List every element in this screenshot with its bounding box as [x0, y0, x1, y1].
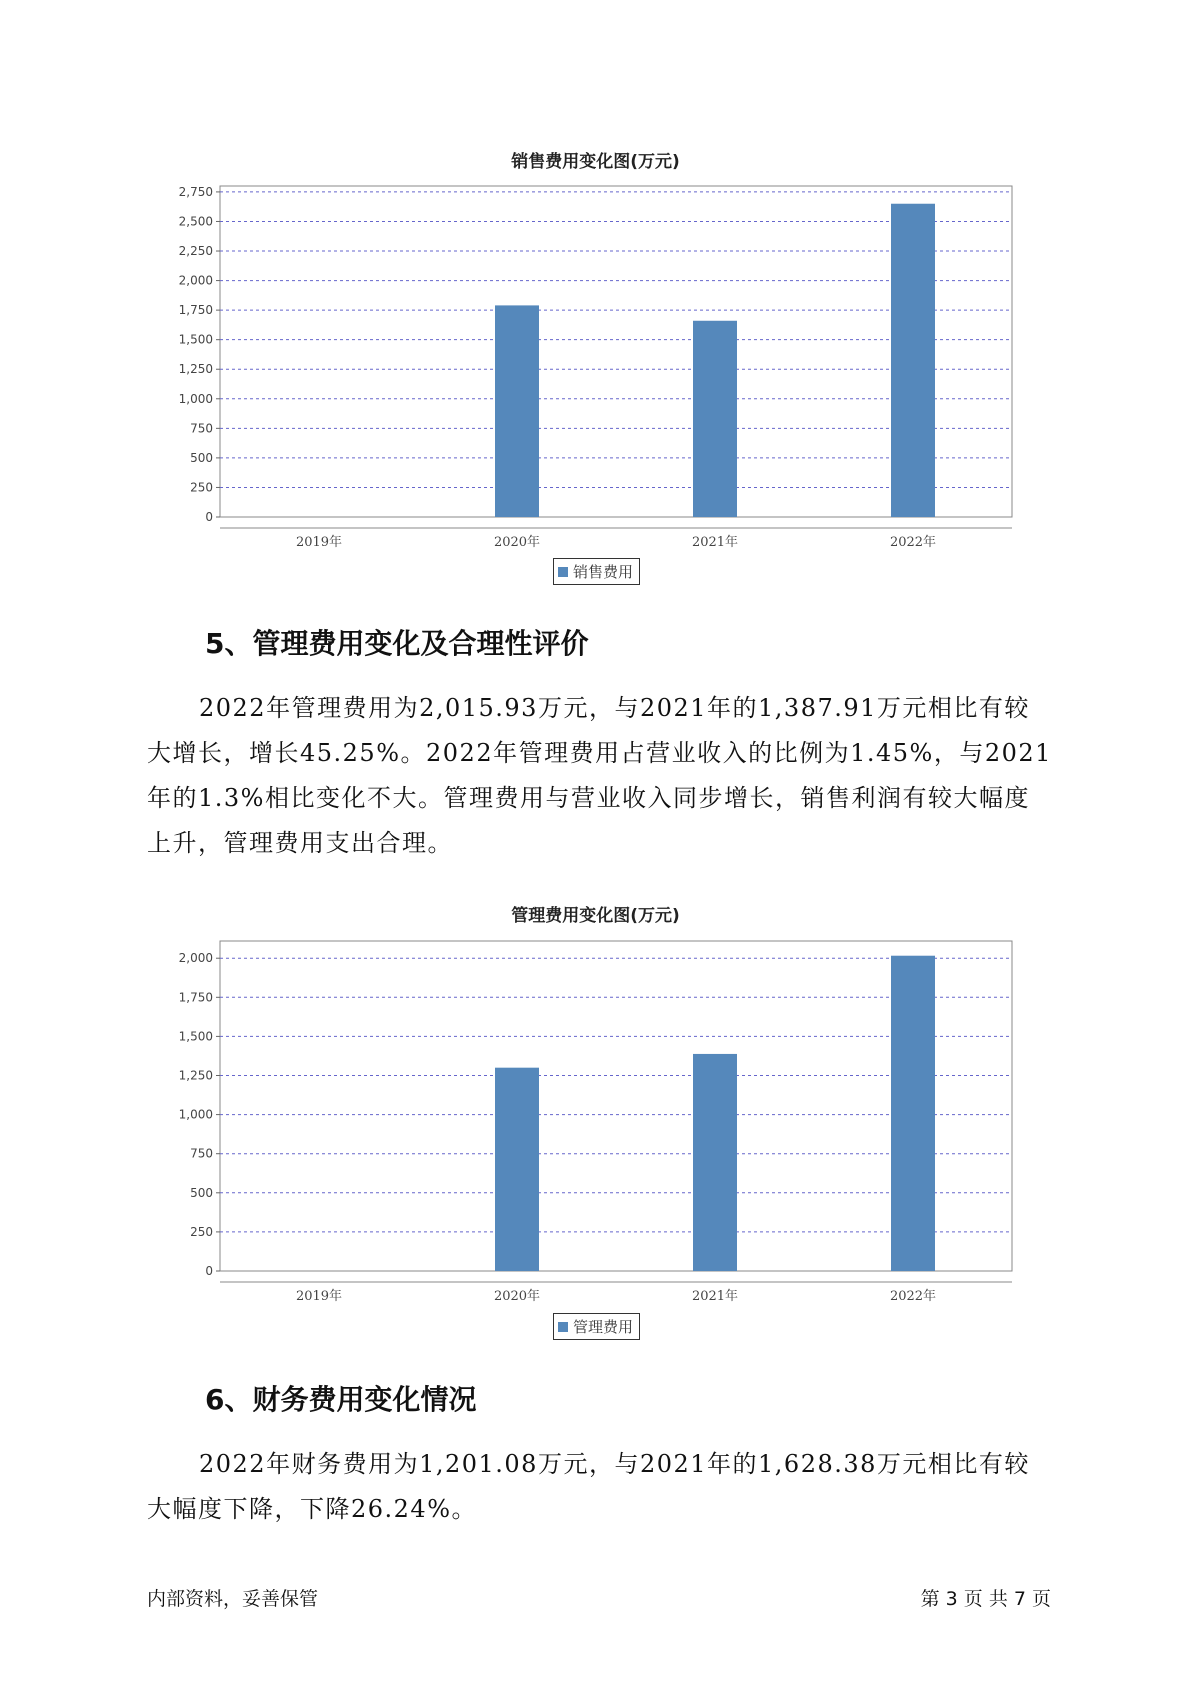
bar-2021年 [693, 1054, 737, 1271]
chart-title: 销售费用变化图(万元) [511, 152, 680, 172]
x-tick-label: 2021年 [691, 535, 739, 550]
legend-swatch [558, 1322, 568, 1332]
x-tick-label: 2022年 [889, 535, 937, 550]
y-tick-label: 500 [190, 1185, 213, 1200]
footer-confidential-note: 内部资料，妥善保管 [147, 1588, 319, 1610]
y-tick-label: 2,500 [178, 214, 213, 229]
x-tick-label: 2021年 [691, 1289, 739, 1304]
y-tick-label: 1,750 [178, 303, 213, 318]
y-tick-label: 1,500 [178, 332, 213, 347]
y-tick-label: 0 [205, 1264, 213, 1278]
y-tick-label: 1,500 [178, 1029, 213, 1044]
x-tick-label: 2019年 [295, 535, 343, 550]
y-tick-label: 750 [190, 1146, 213, 1161]
x-tick-label: 2020年 [493, 535, 541, 550]
y-tick-label: 1,000 [178, 391, 213, 406]
y-tick-label: 2,000 [178, 273, 213, 288]
y-tick-label: 250 [190, 480, 213, 495]
x-tick-label: 2022年 [889, 1289, 937, 1304]
y-tick-label: 1,000 [178, 1107, 213, 1122]
legend-label: 管理费用 [573, 1318, 634, 1336]
section6-paragraph: 2022年财务费用为1,201.08万元，与2021年的1,628.38万元相比有较大幅度下降，下降26.24%。 [147, 1450, 1030, 1523]
y-tick-label: 250 [190, 1224, 213, 1239]
y-tick-label: 2,000 [178, 951, 213, 966]
y-tick-label: 2,250 [178, 244, 213, 259]
y-tick-label: 750 [190, 421, 213, 436]
chart-legend [553, 1313, 640, 1340]
footer-page-number: 第 3 页 共 7 页 [920, 1588, 1051, 1610]
y-tick-label: 1,750 [178, 990, 213, 1005]
x-tick-label: 2020年 [493, 1289, 541, 1304]
section5-paragraph: 2022年管理费用为2,015.93万元，与2021年的1,387.91万元相比有较大增长，增长45.25%。2022年管理费用占营业收入的比例为1.45%，与2021年的1.3%相比变化不大。管理费用与营业收入同步增长，销售利润有较大幅度上升，管理费用支出合理。 [147, 694, 1052, 857]
y-tick-label: 2,750 [178, 184, 213, 199]
chart-title: 管理费用变化图(万元) [511, 906, 680, 926]
y-tick-label: 500 [190, 450, 213, 465]
y-tick-label: 0 [205, 510, 213, 524]
section6-heading: 6、财务费用变化情况 [205, 1383, 477, 1416]
bar-2022年 [891, 956, 935, 1271]
bar-2020年 [495, 1068, 539, 1271]
y-tick-label: 1,250 [178, 362, 213, 377]
y-tick-label: 1,250 [178, 1068, 213, 1083]
section5-heading: 5、管理费用变化及合理性评价 [205, 627, 589, 660]
legend-label: 销售费用 [573, 563, 634, 581]
x-tick-label: 2019年 [295, 1289, 343, 1304]
